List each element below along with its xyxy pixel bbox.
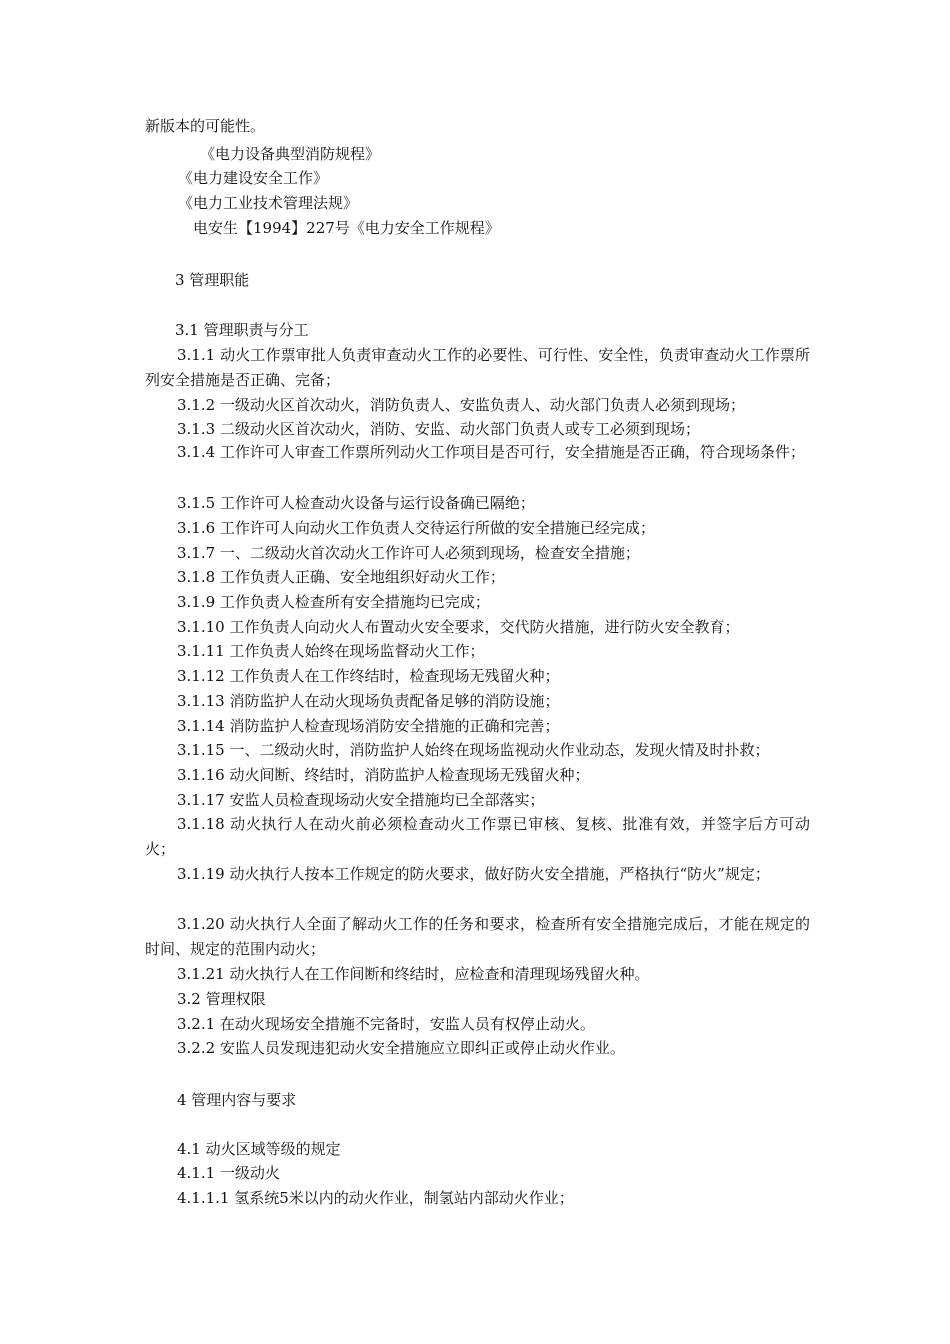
clause-line: 3.1.12 工作负责人在工作终结时，检查现场无残留火种； — [177, 667, 560, 685]
clause-line: 4.1.1 一级动火 — [177, 1164, 280, 1182]
clause-line: 3.1.13 消防监护人在动火现场负责配备足够的消防设施； — [177, 692, 560, 710]
clause-line: 3.1.2 一级动火区首次动火，消防负责人、安监负责人、动火部门负责人必须到现场； — [177, 396, 745, 414]
clause-line: 3.1.10 工作负责人向动火人布置动火安全要求，交代防火措施，进行防火安全教育； — [177, 618, 740, 636]
clause-line: 3.1.7 一、二级动火首次动火工作许可人必须到现场，检查安全措施； — [177, 544, 640, 562]
subsection-heading: 3.2 管理权限 — [177, 990, 266, 1008]
clause-line: 3.1.15 一、二级动火时，消防监护人始终在现场监视动火作业动态，发现火情及时扑救； — [177, 741, 770, 759]
reference-item: 《电力工业技术管理法规》 — [178, 194, 359, 212]
clause-line: 3.1.6 工作许可人向动火工作负责人交待运行所做的安全措施已经完成； — [177, 519, 655, 537]
text-line: 新版本的可能性。 — [145, 117, 266, 135]
clause-paragraph: 3.1.19 动火执行人按本工作规定的防火要求，做好防火安全措施，严格执行“防火”规定； — [177, 865, 770, 883]
clause-line: 3.1.21 动火执行人在工作间断和终结时，应检查和清理现场残留火种。 — [177, 965, 650, 983]
clause-line: 3.2.2 安监人员发现违犯动火安全措施应立即纠正或停止动火作业。 — [177, 1039, 625, 1057]
subsection-heading: 3.1 管理职责与分工 — [175, 321, 309, 339]
clause-line: 3.2.1 在动火现场安全措施不完备时，安监人员有权停止动火。 — [177, 1015, 595, 1033]
clause-line: 3.1.14 消防监护人检查现场消防安全措施的正确和完善； — [177, 717, 560, 735]
clause-line: 3.1.3 二级动火区首次动火，消防、安监、动火部门负责人或专工必须到现场； — [177, 420, 700, 438]
clause-line: 3.1.11 工作负责人始终在现场监督动火工作； — [177, 642, 485, 660]
clause-line: 3.1.8 工作负责人正确、安全地组织好动火工作； — [177, 568, 505, 586]
section-heading: 3 管理职能 — [175, 271, 250, 289]
subsection-heading: 4.1 动火区域等级的规定 — [177, 1140, 341, 1158]
clause-line: 3.1.17 安监人员检查现场动火安全措施均已全部落实； — [177, 791, 545, 809]
clause-paragraph: 3.1.1 动火工作票审批人负责审查动火工作的必要性、可行性、安全性，负责审查动火工作票所列安全措施是否正确、完备； — [145, 346, 810, 389]
clause-line: 4.1.1.1 氢系统5米以内的动火作业，制氢站内部动火作业； — [177, 1189, 574, 1207]
reference-item: 《电力设备典型消防规程》 — [200, 145, 381, 163]
clause-paragraph: 3.1.18 动火执行人在动火前必须检查动火工作票已审核、复核、批准有效，并签字后方可动火； — [145, 815, 810, 858]
clause-paragraph: 3.1.4 工作许可人审查工作票所列动火工作项目是否可行，安全措施是否正确，符合现场条件； — [177, 443, 805, 461]
reference-item: 电安生【1994】227号《电力安全工作规程》 — [193, 219, 500, 237]
clause-line: 3.1.16 动火间断、终结时，消防监护人检查现场无残留火种； — [177, 766, 590, 784]
section-heading: 4 管理内容与要求 — [177, 1091, 297, 1109]
clause-line: 3.1.9 工作负责人检查所有安全措施均已完成； — [177, 593, 490, 611]
reference-item: 《电力建设安全工作》 — [178, 169, 329, 187]
clause-line: 3.1.5 工作许可人检查动火设备与运行设备确已隔绝； — [177, 494, 535, 512]
clause-paragraph: 3.1.20 动火执行人全面了解动火工作的任务和要求，检查所有安全措施完成后，才能在规定的时间、规定的范围内动火； — [145, 915, 810, 958]
